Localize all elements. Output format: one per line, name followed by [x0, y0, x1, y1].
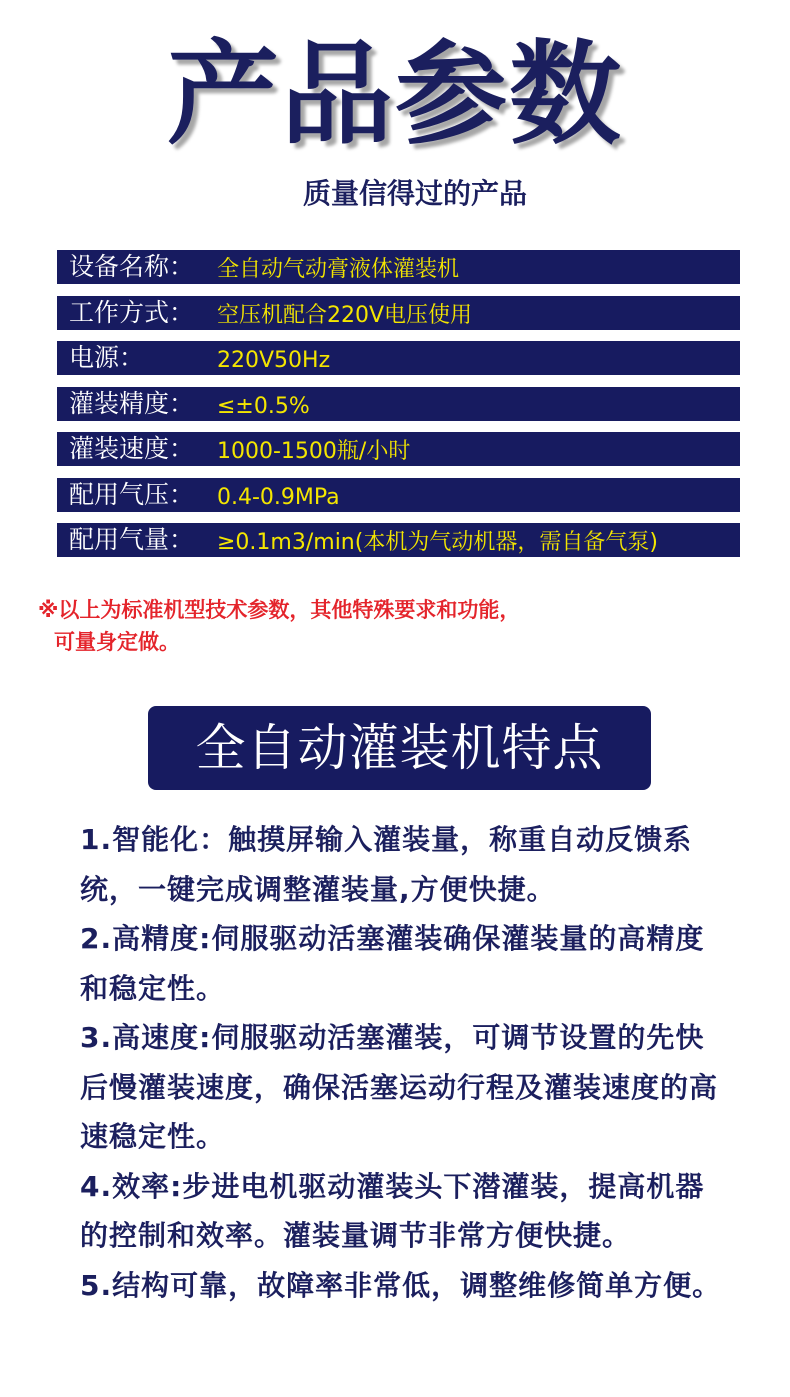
spec-label: 工作方式： [69, 297, 195, 327]
feature-item: 1.智能化：触摸屏输入灌装量，称重自动反馈系统，一键完成调整灌装量,方便快捷。 [80, 823, 693, 906]
spec-value: ≥0.1m3/min(本机为气动机器，需自备气泵) [217, 530, 658, 555]
spec-label: 配用气压： [69, 479, 195, 509]
spec-label: 灌装速度： [69, 434, 195, 463]
spec-label: 灌装精度： [69, 388, 195, 418]
spec-value: ≤±0.5% [217, 393, 310, 419]
spec-label: 电源： [69, 343, 145, 372]
spec-row-speed [57, 432, 740, 466]
spec-note-line-1: ※以上为标准机型技术参数，其他特殊要求和功能， [38, 598, 521, 622]
feature-list [80, 815, 730, 1310]
spec-row-accuracy [57, 387, 740, 421]
spec-row-air-pressure [57, 478, 740, 512]
feature-item: 4.效率:步进电机驱动灌装头下潜灌装，提高机器的控制和效率。灌装量调节非常方便快捷。 [80, 1169, 705, 1252]
spec-row-device-name [57, 250, 740, 284]
spec-value: 1000-1500瓶/小时 [217, 439, 411, 464]
feature-item: 2.高精度:伺服驱动活塞灌装确保灌装量的高精度和稳定性。 [80, 922, 705, 1005]
spec-value: 0.4-0.9MPa [217, 484, 340, 510]
feature-item: 5.结构可靠，故障率非常低，调整维修简单方便。 [80, 1268, 722, 1302]
spec-table [57, 250, 740, 569]
spec-value: 全自动气动膏液体灌装机 [217, 257, 460, 282]
page-subtitle: 质量信得过的产品 [302, 177, 527, 210]
spec-note-line-2: 可量身定做。 [54, 630, 180, 654]
spec-row-air-volume [57, 523, 740, 557]
feature-item: 3.高速度:伺服驱动活塞灌装，可调节设置的先快后慢灌装速度，确保活塞运动行程及灌装速度的高速稳定性。 [80, 1021, 719, 1153]
spec-label: 设备名称： [69, 252, 195, 281]
spec-row-work-mode [57, 296, 740, 330]
spec-note [38, 594, 738, 658]
spec-label: 配用气量： [69, 525, 195, 554]
features-title: 全自动灌装机特点 [148, 706, 651, 790]
spec-value: 220V50Hz [217, 348, 331, 373]
page-title: 产品参数 [167, 30, 623, 160]
spec-row-power [57, 341, 740, 375]
spec-value: 空压机配合220V电压使用 [217, 302, 473, 328]
